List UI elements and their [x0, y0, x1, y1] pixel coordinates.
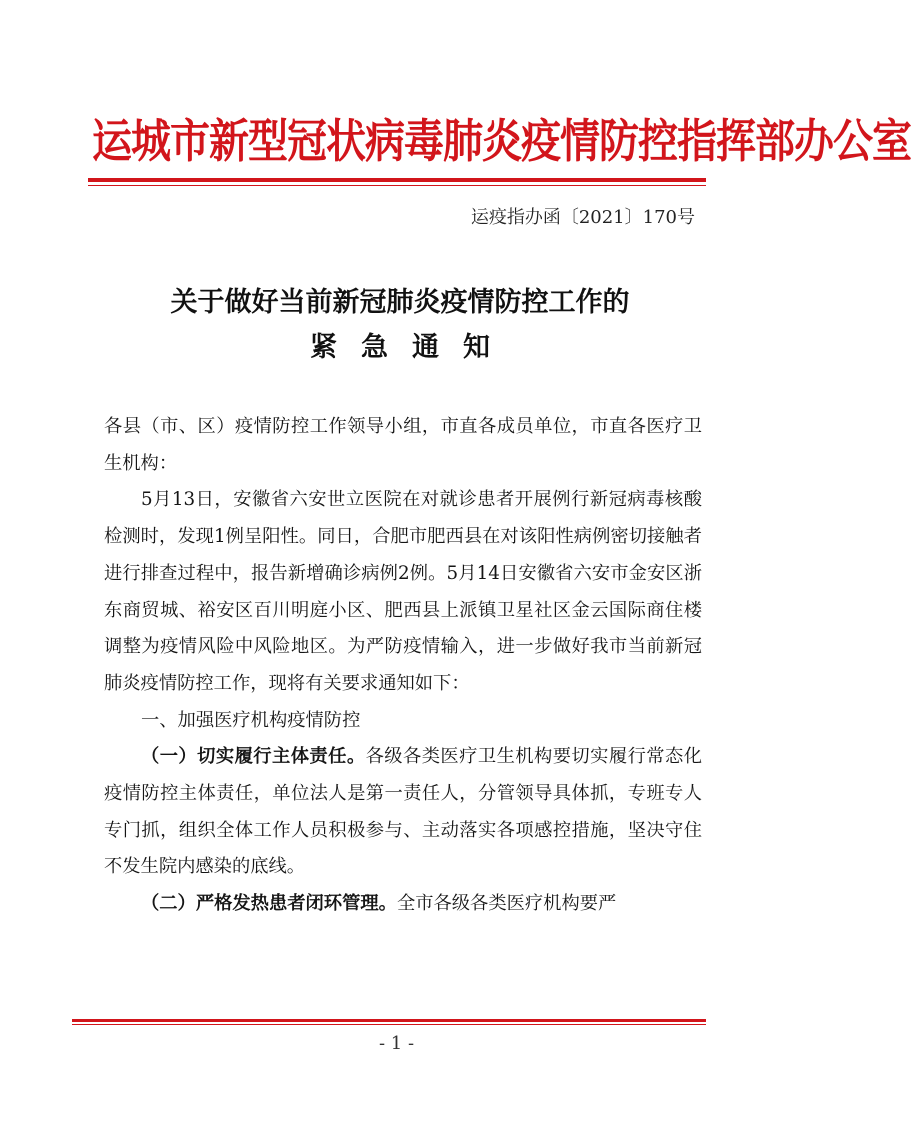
section-1-heading: 一、加强医疗机构疫情防控 [141, 709, 361, 731]
item-1-label: （一）切实履行主体责任。 [141, 746, 366, 768]
issuing-org-header: 运城市新型冠状病毒肺炎疫情防控指挥部办公室 [92, 114, 911, 169]
footer-rule-thin [72, 1024, 706, 1025]
paragraph-1: 5月13日，安徽省六安世立医院在对就诊患者开展例行新冠病毒核酸检测时，发现1例呈阳性。同日，合肥市肥西县在对该阳性病例密切接触者进行排查过程中，报告新增确诊病例2例。5月14日安徽省六安市金安区浙东商贸城、裕安区百川明庭小区、肥西县上派镇卫星社区金云国际商住楼调整为疫情风险中风险地区。为严防疫情输入，进一步做好我市当前新冠肺炎疫情防控工作，现将有关要求通知如下： [104, 489, 702, 694]
document-title [90, 280, 710, 370]
header-rule-thick [88, 178, 706, 182]
title-line-1: 关于做好当前新冠肺炎疫情防控工作的 [170, 287, 630, 318]
header-red-rule [88, 178, 706, 186]
item-2-label: （二）严格发热患者闭环管理。 [141, 893, 397, 915]
document-body [104, 409, 702, 923]
footer-rule-thick [72, 1019, 706, 1022]
item-1-text: 各级各类医疗卫生机构要切实履行常态化疫情防控主体责任，单位法人是第一责任人，分管领导具体抓，专班专人专门抓，组织全体工作人员积极参与、主动落实各项感控措施，坚决守住不发生院内感染的底线。 [104, 746, 703, 878]
footer-red-rule [72, 1019, 706, 1025]
document-number: 运疫指办函〔2021〕170号 [470, 207, 695, 228]
item-2-text: 全市各级各类医疗机构要严 [396, 893, 617, 915]
item-1 [104, 739, 702, 886]
item-2 [104, 886, 702, 923]
header-rule-thin [88, 185, 706, 186]
salutation: 各县（市、区）疫情防控工作领导小组，市直各成员单位，市直各医疗卫生机构： [104, 416, 702, 474]
page-number: - 1 - [378, 1033, 415, 1054]
title-line-2: 紧急通知 [310, 332, 514, 363]
